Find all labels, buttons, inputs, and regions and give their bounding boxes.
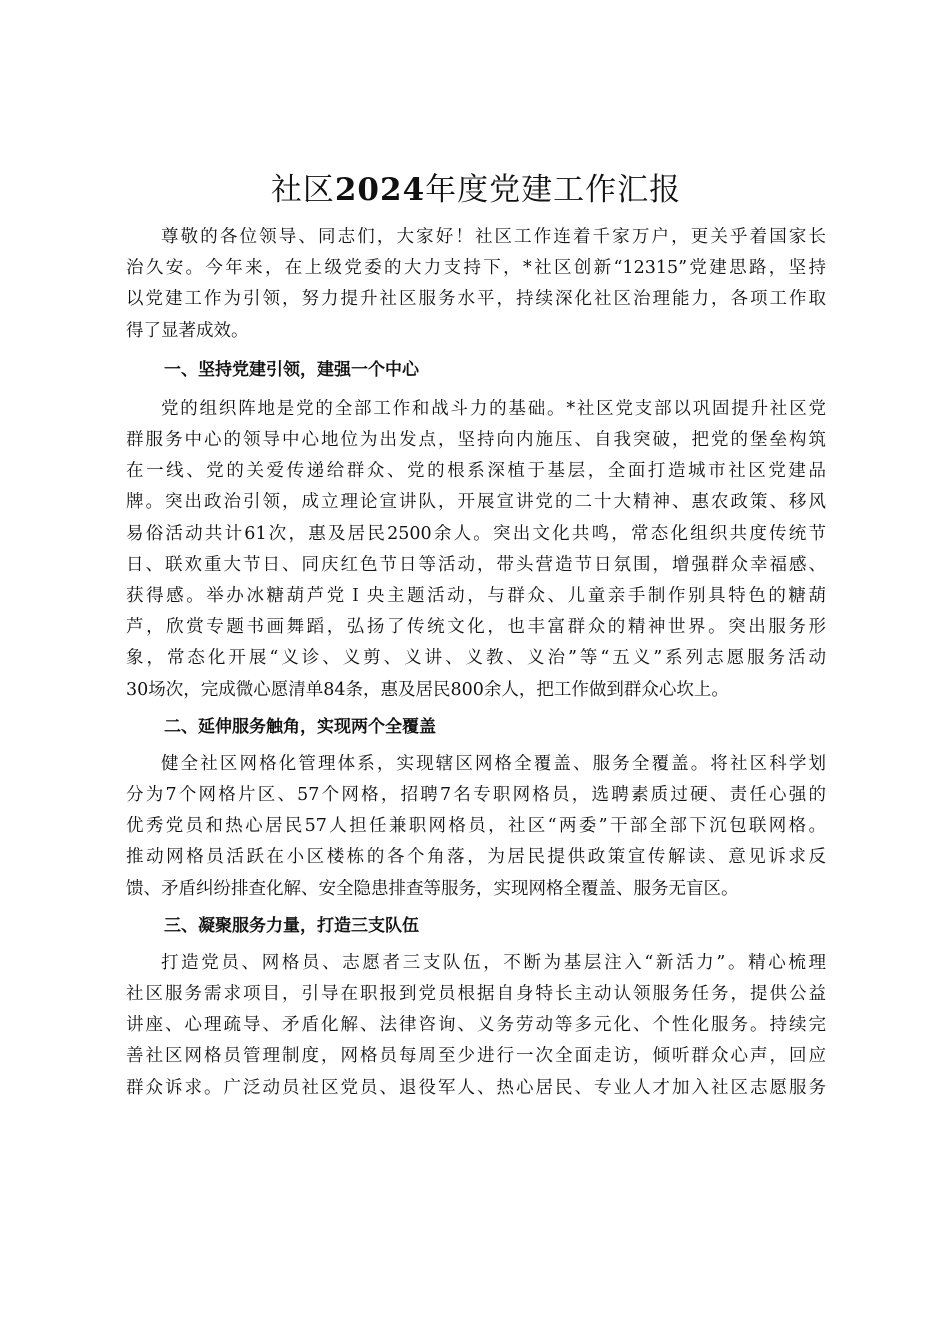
section-heading-3: 三、凝聚服务力量，打造三支队伍 (164, 915, 419, 936)
paragraph-line: 获得感。举办冰糖葫芦党Ｉ央主题活动，与群众、儿童亲手制作别具特色的糖葫 (126, 586, 826, 607)
paragraph-line: 日、联欢重大节日、同庆红色节日等活动，带头营造节日氛围，增强群众幸福感、 (126, 554, 826, 575)
title-suffix: 年度党建工作汇报 (425, 172, 682, 208)
section-heading-1: 一、坚持党建引领，建强一个中心 (164, 359, 419, 380)
paragraph-line: 30场次，完成微心愿清单84条，惠及居民800余人，把工作做到群众心坎上。 (126, 679, 729, 700)
intro-line: 治久安。今年来，在上级党委的大力支持下，*社区创新“12315”党建思路，坚持 (126, 258, 826, 279)
intro-line: 以党建工作为引领，努力提升社区服务水平，持续深化社区治理能力，各项工作取 (126, 289, 826, 310)
intro-line: 尊敬的各位领导、同志们，大家好！社区工作连着千家万户，更关乎着国家长 (161, 227, 826, 247)
paragraph-line: 善社区网格员管理制度，网格员每周至少进行一次全面走访，倾听群众心声，回应 (126, 1046, 826, 1067)
paragraph-line: 牌。突出政治引领，成立理论宣讲队，开展宣讲党的二十大精神、惠农政策、移风 (126, 492, 826, 513)
paragraph-line: 在一线、党的关爱传递给群众、党的根系深植于基层，全面打造城市社区党建品 (126, 461, 826, 482)
paragraph-line: 党的组织阵地是党的全部工作和战斗力的基础。*社区党支部以巩固提升社区党 (161, 398, 826, 419)
section-heading-2: 二、延伸服务触角，实现两个全覆盖 (164, 716, 436, 737)
paragraph-line: 推动网格员活跃在小区楼栋的各个角落，为居民提供政策宣传解读、意见诉求反 (126, 847, 826, 868)
title-year: 2024 (334, 172, 426, 208)
paragraph-line: 群服务中心的领导中心地位为出发点，坚持向内施压、自我突破，把党的堡垒构筑 (126, 430, 826, 451)
section-2-paragraph (126, 749, 826, 905)
paragraph-line: 优秀党员和热心居民57人担任兼职网格员，社区“两委”干部全部下沉包联网格。 (126, 816, 826, 837)
intro-line: 得了显著成效。 (126, 320, 249, 341)
intro-paragraph (126, 222, 826, 347)
section-1-paragraph (126, 394, 826, 706)
title-prefix: 社区 (270, 172, 335, 208)
paragraph-line: 打造党员、网格员、志愿者三支队伍，不断为基层注入“新活力”。精心梳理 (161, 952, 826, 973)
paragraph-line: 健全社区网格化管理体系，实现辖区网格全覆盖、服务全覆盖。将社区科学划 (161, 753, 826, 774)
paragraph-line: 芦，欣赏专题书画舞蹈，弘扬了传统文化，也丰富群众的精神世界。突出服务形 (126, 617, 826, 638)
paragraph-line: 馈、矛盾纠纷排查化解、安全隐患排查等服务，实现网格全覆盖、服务无盲区。 (126, 878, 739, 899)
paragraph-line: 象，常态化开展“义诊、义剪、义讲、义教、义治”等“五义”系列志愿服务活动 (126, 648, 826, 669)
paragraph-line: 讲座、心理疏导、矛盾化解、法律咨询、义务劳动等多元化、个性化服务。持续完 (126, 1015, 826, 1036)
document-title (126, 168, 826, 212)
paragraph-line: 分为7个网格片区、57个网格，招聘7名专职网格员，选聘素质过硬、责任心强的 (126, 785, 826, 806)
paragraph-line: 易俗活动共计61次，惠及居民2500余人。突出文化共鸣，常态化组织共度传统节 (126, 523, 826, 544)
paragraph-line: 群众诉求。广泛动员社区党员、退役军人、热心居民、专业人才加入社区志愿服务 (126, 1077, 826, 1098)
document-page (126, 168, 826, 1104)
section-3-paragraph (126, 948, 826, 1104)
paragraph-line: 社区服务需求项目，引导在职报到党员根据自身特长主动认领服务任务，提供公益 (126, 984, 826, 1005)
